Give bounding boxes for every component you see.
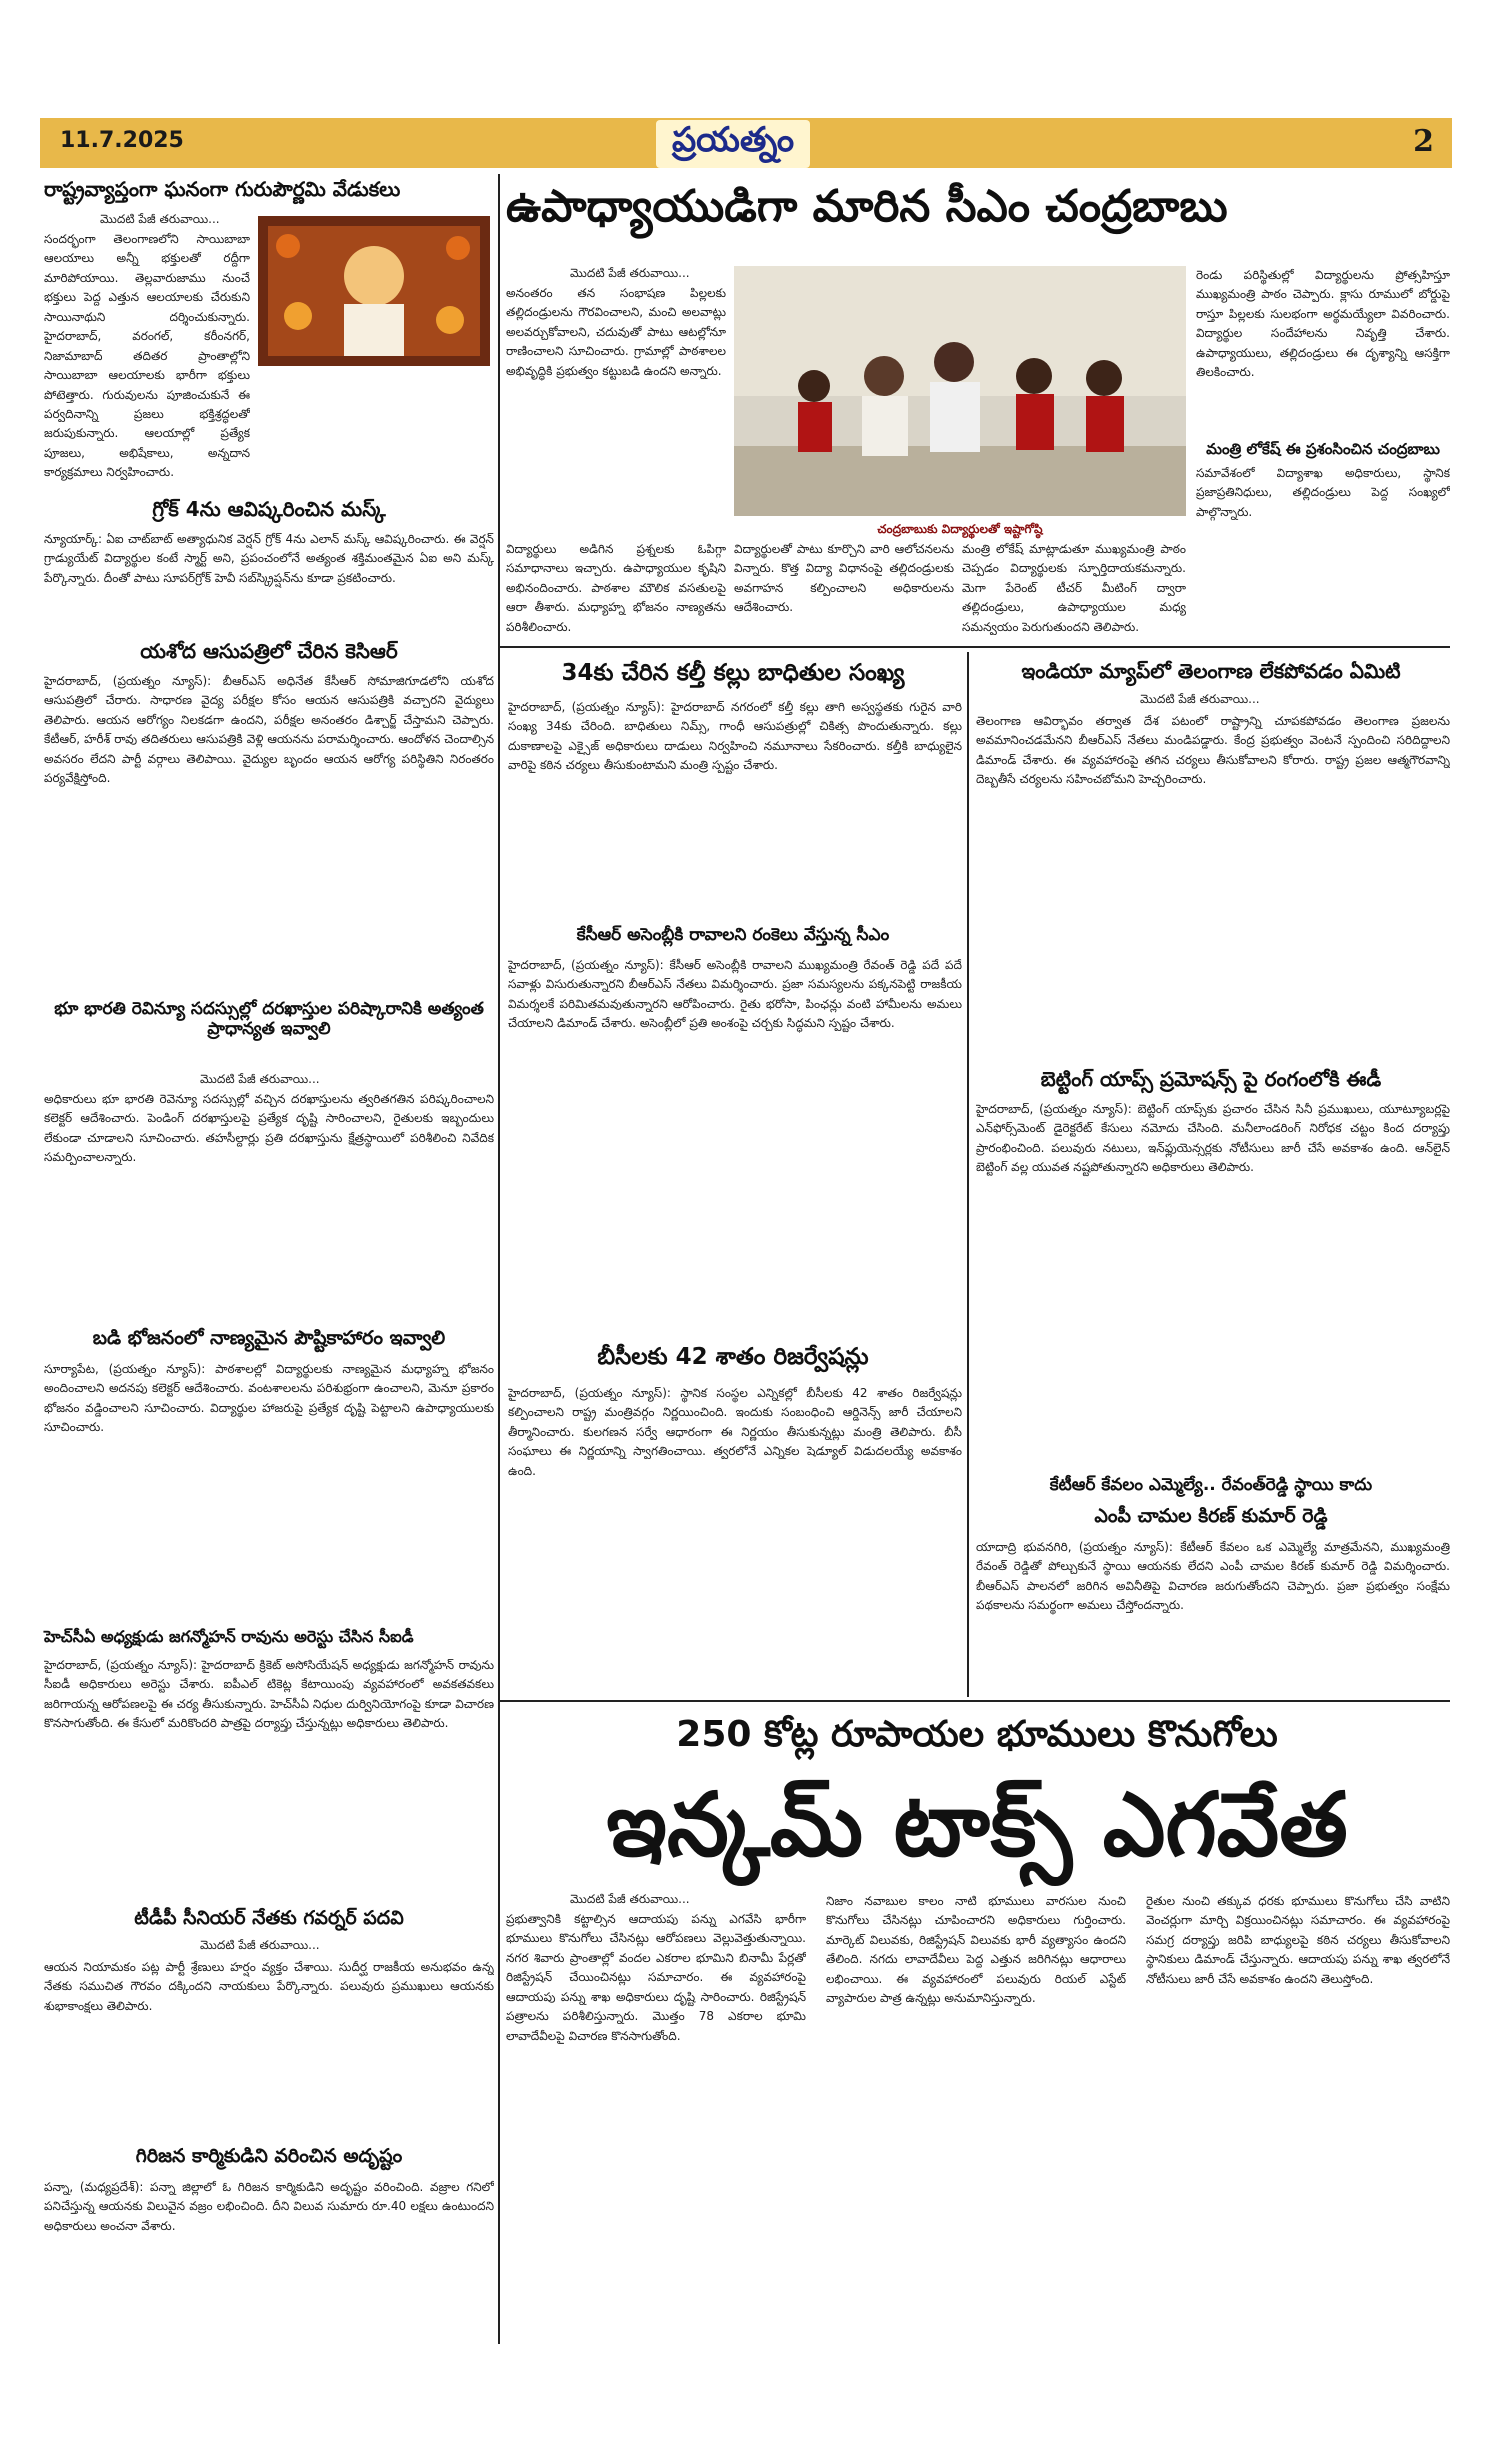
story-headline: బీసీలకు 42 శాతం రిజర్వేషన్లు [597,1344,869,1370]
lead-body: మంత్రి లోకేష్ మాట్లాడుతూ ముఖ్యమంత్రి పాఠం చెప్పడం విద్యార్థులకు స్ఫూర్తిదాయకమన్నారు. మెగా పేరెంట్ టీచర్ మీటింగ్ ద్వారా తల్లిదండ్రులు, ఉపాధ్యాయుల మధ్య సమన్వయం పెరుగుతుందని తెలిపారు. [962,542,1186,634]
story-headline: గ్రోక్ 4ను ఆవిష్కరించిన మస్క్ [152,497,386,521]
dateline: మొదటి పేజీ తరువాయి... [200,1072,320,1086]
story-body: ఆయన నియామకం పట్ల పార్టీ శ్రేణులు హర్షం వ్యక్తం చేశాయి. సుదీర్ఘ రాజకీయ అనుభవం ఉన్న నేతకు సముచిత గౌరవం దక్కిందని నాయకులు పేర్కొన్నారు. పలువురు ప్రముఖులు ఆయనకు శుభాకాంక్షలు తెలిపారు. [44,1960,494,2013]
classroom-image [734,266,1186,516]
story-headline: హెచ్‌సీఏ అధ్యక్షుడు జగన్మోహన్ రావును అరెస్టు చేసిన సీఐడీ [44,1627,414,1646]
masthead [40,118,1452,168]
story-headline: గిరిజన కార్మికుడిని వరించిన అదృష్టం [135,2145,403,2167]
dateline: మొదటి పేజీ తరువాయి... [1140,692,1260,706]
story-body: తెలంగాణ ఆవిర్భావం తర్వాత దేశ పటంలో రాష్ట్రాన్ని చూపకపోవడం తెలంగాణ ప్రజలను అవమానించడమేనని బీఆర్ఎస్ నేతలు మండిపడ్డారు. కేంద్ర ప్రభుత్వం వెంటనే స్పందించి సరిదిద్దాలని డిమాండ్ చేశారు. ఈ వ్యవహారంపై తగిన చర్యలు తీసుకోవాలని కోరారు. రాష్ట్ర ప్రజల ఆత్మగౌరవాన్ని దెబ్బతీసే చర్యలను సహించబోమని హెచ్చరించారు. [976,714,1450,787]
story-body: హైదరాబాద్, (ప్రయత్నం న్యూస్): బీఆర్ఎస్ అధినేత కేసీఆర్ సోమాజిగూడలోని యశోద ఆసుపత్రిలో చేరారు. సాధారణ వైద్య పరీక్షల కోసం ఆయన ఆసుపత్రికి వచ్చారని వైద్యులు తెలిపారు. ఆయన ఆరోగ్యం నిలకడగా ఉందని, పరీక్షల అనంతరం డిశ్చార్జ్ చేస్తామని చెప్పారు. కేటీఆర్, హరీశ్ రావు తదితరులు ఆసుపత్రికి వెళ్లి ఆయనను పరామర్శించారు. ఆందోళన చెందాల్సిన అవసరం లేదని పార్టీ వర్గాలు తెలిపాయి. వైద్యుల బృందం ఆయన ఆరోగ్య పరిస్థితిని నిరంతరం పర్యవేక్షిస్తోంది. [44,674,494,786]
newspaper-name: ప్రయత్నం [656,120,810,168]
edition-date: 11.7.2025 [60,128,184,153]
story-headline: బడి భోజనంలో నాణ్యమైన పౌష్టికాహారం ఇవ్వాలి [92,1327,446,1349]
lead-headline: ఉపాధ్యాయుడిగా మారిన సీఎం చంద్రబాబు [506,181,1228,232]
story-body: హైదరాబాద్, (ప్రయత్నం న్యూస్): హైదరాబాద్ నగరంలో కల్తీ కల్లు తాగి అస్వస్థతకు గురైన వారి సంఖ్య 34కు చేరింది. బాధితులు నిమ్స్, గాంధీ ఆసుపత్రుల్లో చికిత్స పొందుతున్నారు. కల్లు దుకాణాలపై ఎక్సైజ్ అధికారులు దాడులు నిర్వహించి నమూనాలు సేకరించారు. కల్తీకి బాధ్యులైన వారిపై కఠిన చర్యలు తీసుకుంటామని మంత్రి స్పష్టం చేశారు. [508,700,962,773]
feature-kicker: 250 కోట్ల రూపాయల భూములు కొనుగోలు [676,1714,1278,1755]
story-subheadline: ఎంపీ చామల కిరణ్ కుమార్ రెడ్డి [1094,1505,1328,1527]
lead-body: విద్యార్థులతో పాటు కూర్చొని వారి ఆలోచనలను విన్నారు. కొత్త విద్యా విధానంపై తల్లిదండ్రులకు అవగాహన కల్పించాలని అధికారులను ఆదేశించారు. [734,542,954,615]
story-body: సూర్యాపేట, (ప్రయత్నం న్యూస్): పాఠశాలల్లో విద్యార్థులకు నాణ్యమైన మధ్యాహ్న భోజనం అందించాలని అదనపు కలెక్టర్ ఆదేశించారు. వంటశాలలను పరిశుభ్రంగా ఉంచాలని, మెనూ ప్రకారం భోజనం వడ్డించాలని సూచించారు. విద్యార్థుల హాజరుపై ప్రత్యేక దృష్టి పెట్టాలని ఉపాధ్యాయులకు సూచించారు. [44,1362,494,1435]
dateline: మొదటి పేజీ తరువాయి... [100,212,220,226]
photo-caption: చంద్రబాబుకు విద్యార్థులతో ఇష్టాగోష్ఠి [877,522,1043,536]
feature-body: నిజాం నవాబుల కాలం నాటి భూములు వారసుల నుంచి కొనుగోలు చేసినట్లు చూపించారని అధికారులు గుర్తించారు. మార్కెట్ విలువకు, రిజిస్ట్రేషన్ విలువకు భారీ వ్యత్యాసం ఉందని తేలింది. నగదు లావాదేవీలు పెద్ద ఎత్తున జరిగినట్లు ఆధారాలు లభించాయి. ఈ వ్యవహారంలో పలువురు రియల్ ఎస్టేట్ వ్యాపారుల పాత్ర ఉన్నట్లు అనుమానిస్తున్నారు. [826,1894,1126,2006]
lead-body: విద్యార్థులు అడిగిన ప్రశ్నలకు ఓపిగ్గా సమాధానాలు ఇచ్చారు. ఉపాధ్యాయుల కృషిని అభినందించారు. పాఠశాల మౌలిక వసతులపై ఆరా తీశారు. మధ్యాహ్న భోజనం నాణ్యతను పరిశీలించారు. [506,542,726,634]
dateline: మొదటి పేజీ తరువాయి... [570,266,690,280]
story-headline: 34కు చేరిన కల్తీ కల్లు బాధితుల సంఖ్య [561,660,905,686]
story-headline: రాష్ట్రవ్యాప్తంగా ఘనంగా గురుపౌర్ణమి వేడుకలు [44,177,401,201]
column-rule [967,652,969,1697]
story-body: హైదరాబాద్, (ప్రయత్నం న్యూస్): కేసీఆర్ అసెంబ్లీకి రావాలని ముఖ్యమంత్రి రేవంత్ రెడ్డి పదే పదే సవాళ్లు విసురుతున్నారని బీఆర్ఎస్ నేతలు విమర్శించారు. ప్రజా సమస్యలను పక్కనపెట్టి రాజకీయ విమర్శలకే పరిమితమవుతున్నారని ఆరోపించారు. రైతు భరోసా, పింఛన్లు వంటి హామీలను అమలు చేయాలని డిమాండ్ చేశారు. అసెంబ్లీలో ప్రతి అంశంపై చర్చకు సిద్ధమని స్పష్టం చేశారు. [508,958,962,1031]
story-headline: బెట్టింగ్ యాప్స్ ప్రమోషన్స్ పై రంగంలోకి ఈడీ [1040,1067,1382,1091]
story-body: సందర్భంగా తెలంగాణలోని సాయిబాబా ఆలయాలు అన్నీ భక్తులతో రద్దీగా మారిపోయాయి. తెల్లవారుజాము నుంచే భక్తులు పెద్ద ఎత్తున ఆలయాలకు చేరుకుని సాయినాథుని దర్శించుకున్నారు. హైదరాబాద్, వరంగల్, కరీంనగర్, నిజామాబాద్ తదితర ప్రాంతాల్లోని సాయిబాబా ఆలయాలకు భారీగా భక్తులు పోటెత్తారు. గురువులను పూజించుకునే ఈ పర్వదినాన్ని ప్రజలు భక్తిశ్రద్ధలతో జరుపుకున్నారు. ఆలయాల్లో ప్రత్యేక పూజలు, అభిషేకాలు, అన్నదాన కార్యక్రమాలు నిర్వహించారు. [44,232,250,480]
story-headline: భూ భారతి రెవిన్యూ సదస్సుల్లో దరఖాస్తుల పరిష్కారానికి అత్యంత ప్రాధాన్యత ఇవ్వాలి [54,999,484,1039]
story-body: హైదరాబాద్, (ప్రయత్నం న్యూస్): హైదరాబాద్ క్రికెట్ అసోసియేషన్ అధ్యక్షుడు జగన్మోహన్ రావును సీఐడీ అధికారులు అరెస్టు చేశారు. ఐపీఎల్ టికెట్ల కేటాయింపు వ్యవహారంలో అవకతవకలు జరిగాయన్న ఆరోపణలపై ఈ చర్య తీసుకున్నారు. హెచ్‌సీఏ నిధుల దుర్వినియోగంపై కూడా విచారణ కొనసాగుతోంది. ఈ కేసులో మరికొందరి పాత్రపై దర్యాప్తు చేస్తున్నట్లు అధికారులు తెలిపారు. [44,1658,494,1731]
story-body: యాదాద్రి భువనగిరి, (ప్రయత్నం న్యూస్): కేటీఆర్ కేవలం ఒక ఎమ్మెల్యే మాత్రమేనని, ముఖ్యమంత్రి రేవంత్ రెడ్డితో పోల్చుకునే స్థాయి ఆయనకు లేదని ఎంపీ చామల కిరణ్ కుమార్ రెడ్డి విమర్శించారు. బీఆర్ఎస్ పాలనలో జరిగిన అవినీతిపై విచారణ జరుగుతోందని చెప్పారు. ప్రజా ప్రభుత్వం సంక్షేమ పథకాలను సమర్థంగా అమలు చేస్తోందన్నారు. [976,1540,1450,1613]
guru-purnima-image [258,216,490,366]
section-rule [500,646,1450,648]
story-body: హైదరాబాద్, (ప్రయత్నం న్యూస్): బెట్టింగ్ యాప్స్‌కు ప్రచారం చేసిన సినీ ప్రముఖులు, యూట్యూబర్లపై ఎన్‌ఫోర్స్‌మెంట్ డైరెక్టరేట్ కేసులు నమోదు చేసింది. మనీలాండరింగ్ నిరోధక చట్టం కింద దర్యాప్తు ప్రారంభించింది. పలువురు నటులు, ఇన్‌ఫ్లుయెన్సర్లకు నోటీసులు జారీ చేసే అవకాశం ఉంది. ఆన్‌లైన్ బెట్టింగ్ వల్ల యువత నష్టపోతున్నారని అధికారులు తెలిపారు. [976,1102,1450,1175]
temple-photo [258,216,490,366]
feature-body: ప్రభుత్వానికి కట్టాల్సిన ఆదాయపు పన్ను ఎగవేసి భారీగా భూములు కొనుగోలు చేసినట్లు ఆరోపణలు వెల్లువెత్తుతున్నాయి. నగర శివారు ప్రాంతాల్లో వందల ఎకరాల భూమిని బినామీ పేర్లతో రిజిస్ట్రేషన్ చేయించినట్లు సమాచారం. ఈ వ్యవహారంపై ఆదాయపు పన్ను శాఖ అధికారులు దృష్టి సారించారు. రిజిస్ట్రేషన్ పత్రాలను పరిశీలిస్తున్నారు. మొత్తం 78 ఎకరాల భూమి లావాదేవీలపై విచారణ కొనసాగుతోంది. [506,1912,806,2043]
section-rule [500,1700,1450,1702]
story-body: అధికారులు భూ భారతి రెవెన్యూ సదస్సుల్లో వచ్చిన దరఖాస్తులను త్వరితగతిన పరిష్కరించాలని కలెక్టర్ ఆదేశించారు. పెండింగ్ దరఖాస్తులపై ప్రత్యేక దృష్టి సారించాలని, రైతులకు ఇబ్బందులు లేకుండా చూడాలని సూచించారు. తహసీల్దార్లు ప్రతి దరఖాస్తును క్షేత్రస్థాయిలో పరిశీలించి నివేదిక సమర్పించాలన్నారు. [44,1092,494,1165]
lead-subhead: మంత్రి లోకేష్ ఈ ప్రశంసించిన చంద్రబాబు [1206,440,1440,458]
story-headline: టీడీపీ సీనియర్ నేతకు గవర్నర్ పదవి [134,1907,404,1929]
story-headline: ఇండియా మ్యాప్‌లో తెలంగాణ లేకపోవడం ఏమిటి [1021,659,1401,683]
lead-body: సమావేశంలో విద్యాశాఖ అధికారులు, స్థానిక ప్రజాప్రతినిధులు, తల్లిదండ్రులు పెద్ద సంఖ్యలో పాల్గొన్నారు. [1196,466,1450,519]
dateline: మొదటి పేజీ తరువాయి... [570,1892,690,1906]
story-body: న్యూయార్క్: ఏఐ చాట్‌బాట్ అత్యాధునిక వెర్షన్ గ్రోక్ 4ను ఎలాన్ మస్క్ ఆవిష్కరించారు. ఈ వెర్షన్ గ్రాడ్యుయేట్ విద్యార్థుల కంటే స్మార్ట్ అని, ప్రపంచంలోనే అత్యంత శక్తిమంతమైన ఏఐ అని మస్క్ పేర్కొన్నారు. దీంతో పాటు సూపర్‌గ్రోక్ హెవీ సబ్‌స్క్రిప్షన్‌ను కూడా ప్రకటించారు. [44,532,494,585]
story-body: పన్నా, (మధ్యప్రదేశ్): పన్నా జిల్లాలో ఓ గిరిజన కార్మికుడిని అదృష్టం వరించింది. వజ్రాల గనిలో పనిచేస్తున్న ఆయనకు విలువైన వజ్రం లభించింది. దీని విలువ సుమారు రూ.40 లక్షలు ఉంటుందని అధికారులు అంచనా వేశారు. [44,2180,494,2233]
dateline: మొదటి పేజీ తరువాయి... [200,1938,320,1952]
story-headline: యశోద ఆసుపత్రిలో చేరిన కెసిఆర్ [140,639,398,663]
lead-body: అనంతరం తన సంభాషణ పిల్లలకు తల్లిదండ్రులను గౌరవించాలని, మంచి అలవాట్లు అలవర్చుకోవాలని, చదువుతో పాటు ఆటల్లోనూ రాణించాలని సూచించారు. గ్రామాల్లో పాఠశాలల అభివృద్ధికి ప్రభుత్వం కట్టుబడి ఉందని అన్నారు. [506,286,726,378]
story-body: హైదరాబాద్, (ప్రయత్నం న్యూస్): స్థానిక సంస్థల ఎన్నికల్లో బీసీలకు 42 శాతం రిజర్వేషన్లు కల్పించాలని రాష్ట్ర మంత్రివర్గం నిర్ణయించింది. ఇందుకు సంబంధించి ఆర్డినెన్స్ జారీ చేయాలని తీర్మానించారు. కులగణన సర్వే ఆధారంగా ఈ నిర్ణయం తీసుకున్నట్లు మంత్రి తెలిపారు. బీసీ సంఘాలు ఈ నిర్ణయాన్ని స్వాగతించాయి. త్వరలోనే ఎన్నికల షెడ్యూల్ విడుదలయ్యే అవకాశం ఉంది. [508,1386,962,1478]
story-headline: కేటీఆర్ కేవలం ఎమ్మెల్యే.. రేవంత్‌రెడ్డి స్థాయి కాదు [1049,1475,1373,1495]
page-number: 2 [1413,124,1434,159]
column-rule [498,174,500,2344]
feature-body: రైతుల నుంచి తక్కువ ధరకు భూములు కొనుగోలు చేసి వాటిని వెంచర్లుగా మార్చి విక్రయించినట్లు సమాచారం. ఈ వ్యవహారంపై సమగ్ర దర్యాప్తు జరిపి బాధ్యులపై కఠిన చర్యలు తీసుకోవాలని స్థానికులు డిమాండ్ చేస్తున్నారు. ఆదాయపు పన్ను శాఖ త్వరలోనే నోటీసులు జారీ చేసే అవకాశం ఉందని తెలుస్తోంది. [1146,1894,1450,1986]
cm-classroom-photo [734,266,1186,516]
feature-headline: ఇన్కమ్ టాక్స్ ఎగవేత [606,1773,1348,1876]
lead-body: రెండు పరిస్థితుల్లో విద్యార్థులను ప్రోత్సహిస్తూ ముఖ్యమంత్రి పాఠం చెప్పారు. క్లాసు రూములో బోర్డుపై రాస్తూ పిల్లలకు సులభంగా అర్థమయ్యేలా వివరించారు. విద్యార్థుల సందేహాలను నివృత్తి చేశారు. ఉపాధ్యాయులు, తల్లిదండ్రులు ఈ దృశ్యాన్ని ఆసక్తిగా తిలకించారు. [1196,268,1450,380]
story-headline: కేసీఆర్ అసెంబ్లీకి రావాలని రంకెలు వేస్తున్న సీఎం [576,925,890,945]
